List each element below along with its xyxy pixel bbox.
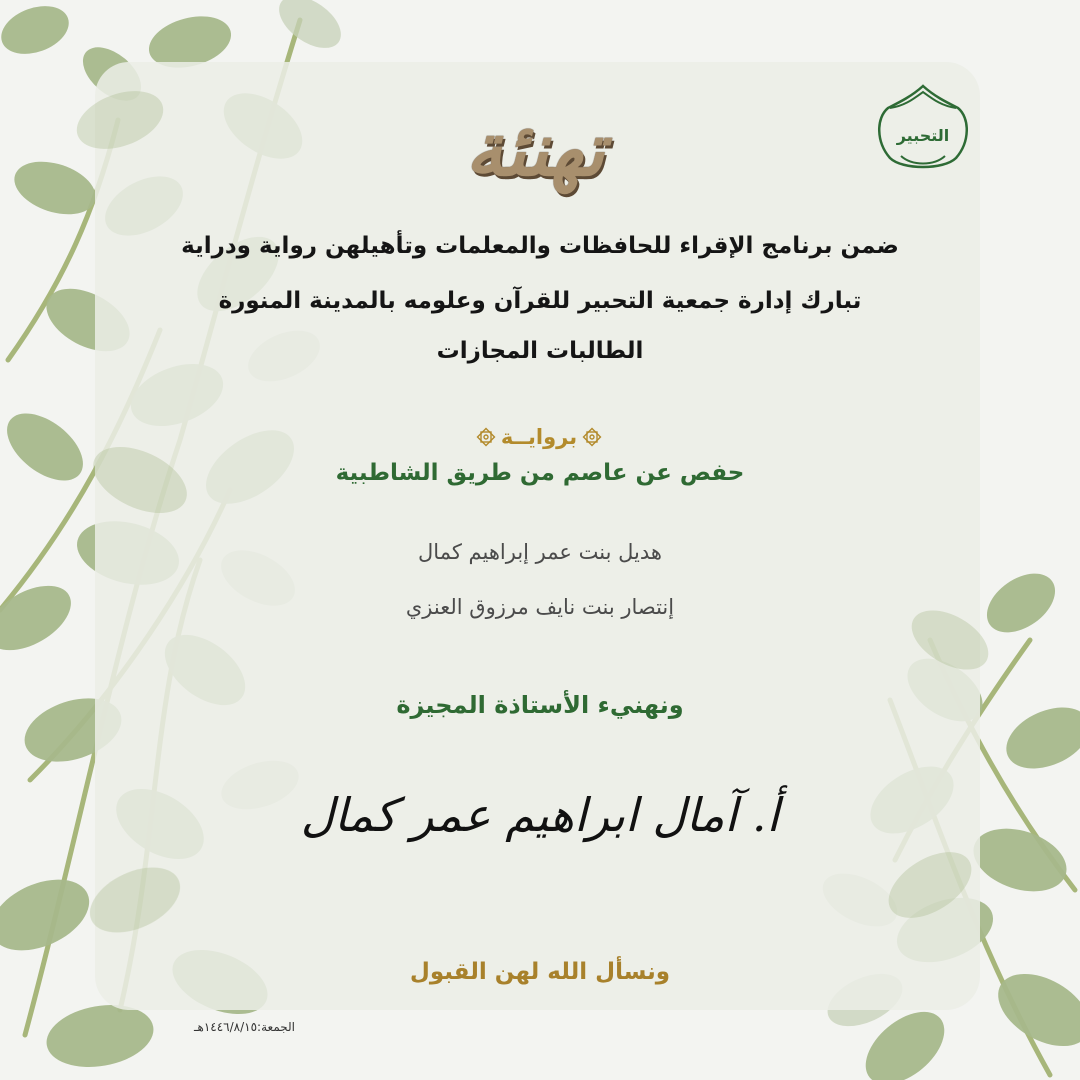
riwaya-heading (470, 421, 608, 453)
riwaya-method: حفص عن عاصم من طريق الشاطبية (335, 460, 745, 486)
congratulations-title: تهنئة (465, 107, 605, 193)
riwaya-label: بروايــة (500, 425, 578, 449)
intro-line-2: تبارك إدارة جمعية التحبير للقرآن وعلومه بالمدينة المنورة (218, 288, 862, 314)
student-name-1: هديل بنت عمر إبراهيم كمال (418, 540, 662, 564)
ornament-right-icon (580, 425, 604, 449)
student-name-2: إنتصار بنت نايف مرزوق العنزي (405, 595, 675, 619)
intro-line-3: الطالبات المجازات (436, 338, 644, 364)
closing-prayer: ونسأل الله لهن القبول (409, 959, 671, 985)
teacher-name: أ. آمال ابراهيم عمر كمال (300, 788, 780, 842)
teacher-congrats-heading: ونهنيء الأستاذة المجيزة (396, 691, 684, 719)
intro-line-1: ضمن برنامج الإقراء للحافظات والمعلمات وتأهيلهن رواية ودراية (181, 233, 899, 259)
ornament-left-icon (474, 425, 498, 449)
logo-name: التحبير (896, 126, 950, 145)
hijri-date: الجمعة:١٤٤٦/٨/١٥هـ (194, 1020, 295, 1034)
association-logo (876, 84, 970, 174)
